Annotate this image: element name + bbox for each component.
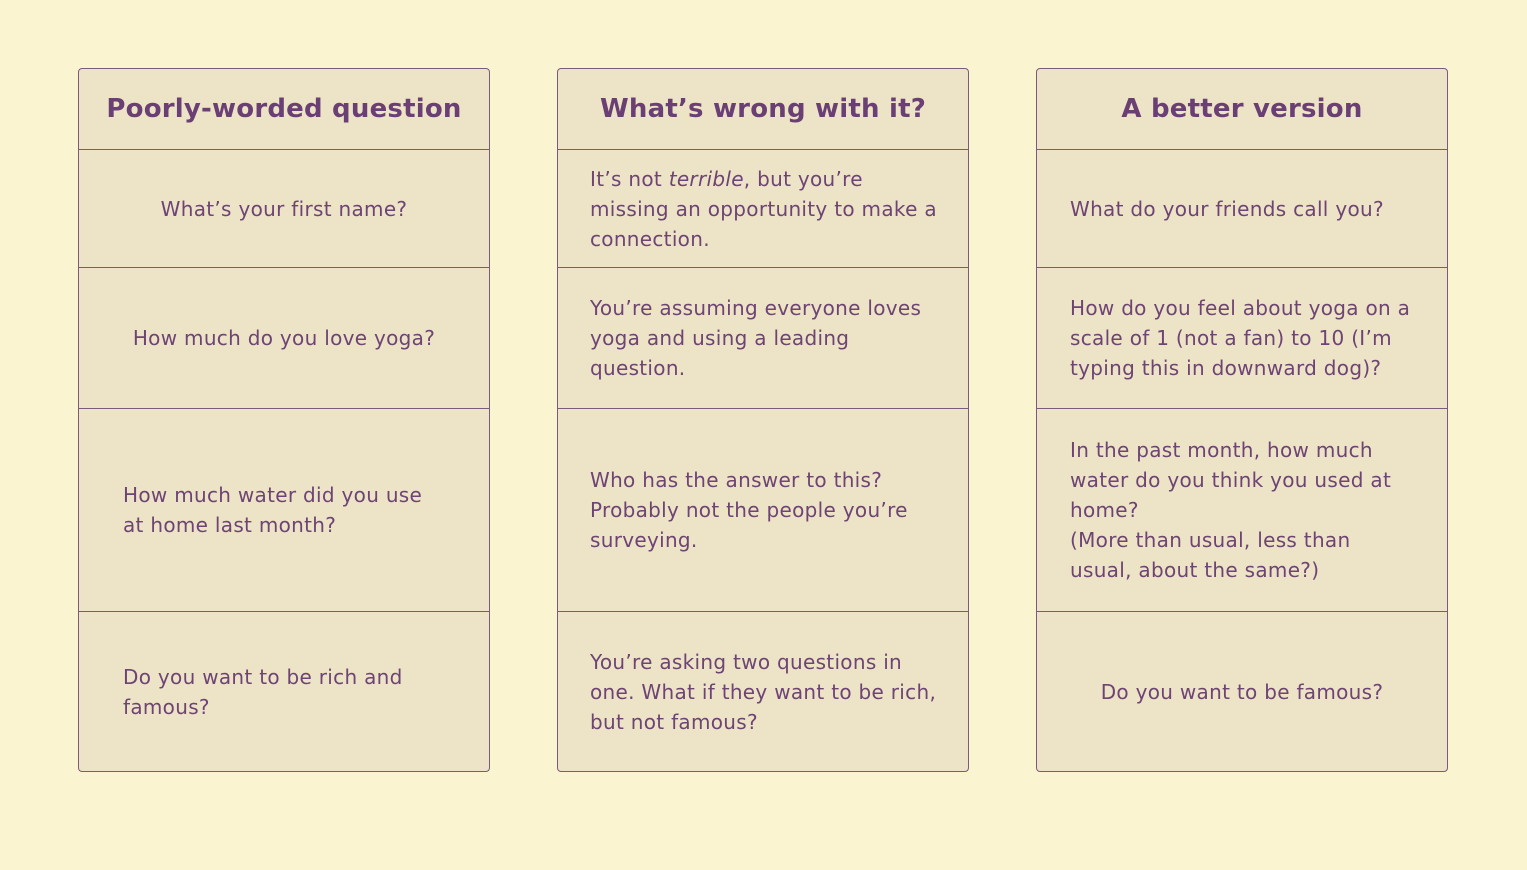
- table-cell: [79, 409, 489, 612]
- cell-text-part: , but you’re missing an opportunity to make a connection.: [590, 166, 937, 251]
- cell-text: You’re assuming everyone loves yoga and using a leading question.: [590, 296, 922, 380]
- cell-text: [1070, 435, 1417, 585]
- cell-text: How much do you love yoga?: [132, 326, 436, 350]
- column-better-version: [1036, 68, 1448, 772]
- table-cell: [79, 268, 489, 409]
- column-whats-wrong: [557, 68, 969, 772]
- column-header: Poorly-worded question: [79, 69, 489, 150]
- table-cell: [558, 409, 968, 612]
- cell-text: How much water did you use at home last month?: [123, 483, 423, 537]
- column-header: A better version: [1037, 69, 1447, 150]
- cell-text: Do you want to be rich and famous?: [123, 665, 403, 719]
- cell-text-part: It’s not: [590, 166, 669, 191]
- column-header: What’s wrong with it?: [558, 69, 968, 150]
- cell-text: [590, 164, 942, 254]
- column-poorly-worded: [78, 68, 490, 772]
- table-cell: [1037, 612, 1447, 772]
- table-cell: [1037, 409, 1447, 612]
- table-cell: [1037, 150, 1447, 268]
- table-cell: [558, 268, 968, 409]
- cell-text: What do your friends call you?: [1070, 196, 1384, 221]
- cell-text-line: (More than usual, less than usual, about the same?): [1070, 528, 1351, 582]
- emphasis-text: terrible: [668, 166, 744, 191]
- cell-text-line: In the past month, how much water do you think you used at home?: [1070, 438, 1392, 522]
- cell-text: How do you feel about yoga on a scale of 1 (not a fan) to 10 (I’m typing this in downward dog)?: [1070, 296, 1411, 380]
- cell-text: Do you want to be famous?: [1100, 680, 1384, 704]
- table-cell: [558, 150, 968, 268]
- table-cell: [558, 612, 968, 772]
- table-cell: [79, 150, 489, 268]
- cell-text: Who has the answer to this? Probably not the people you’re surveying.: [590, 468, 908, 552]
- table-cell: [79, 612, 489, 772]
- cell-text: What’s your first name?: [160, 196, 408, 221]
- table-cell: [1037, 268, 1447, 409]
- cell-text: You’re asking two questions in one. What if they want to be rich, but not famous?: [590, 650, 937, 734]
